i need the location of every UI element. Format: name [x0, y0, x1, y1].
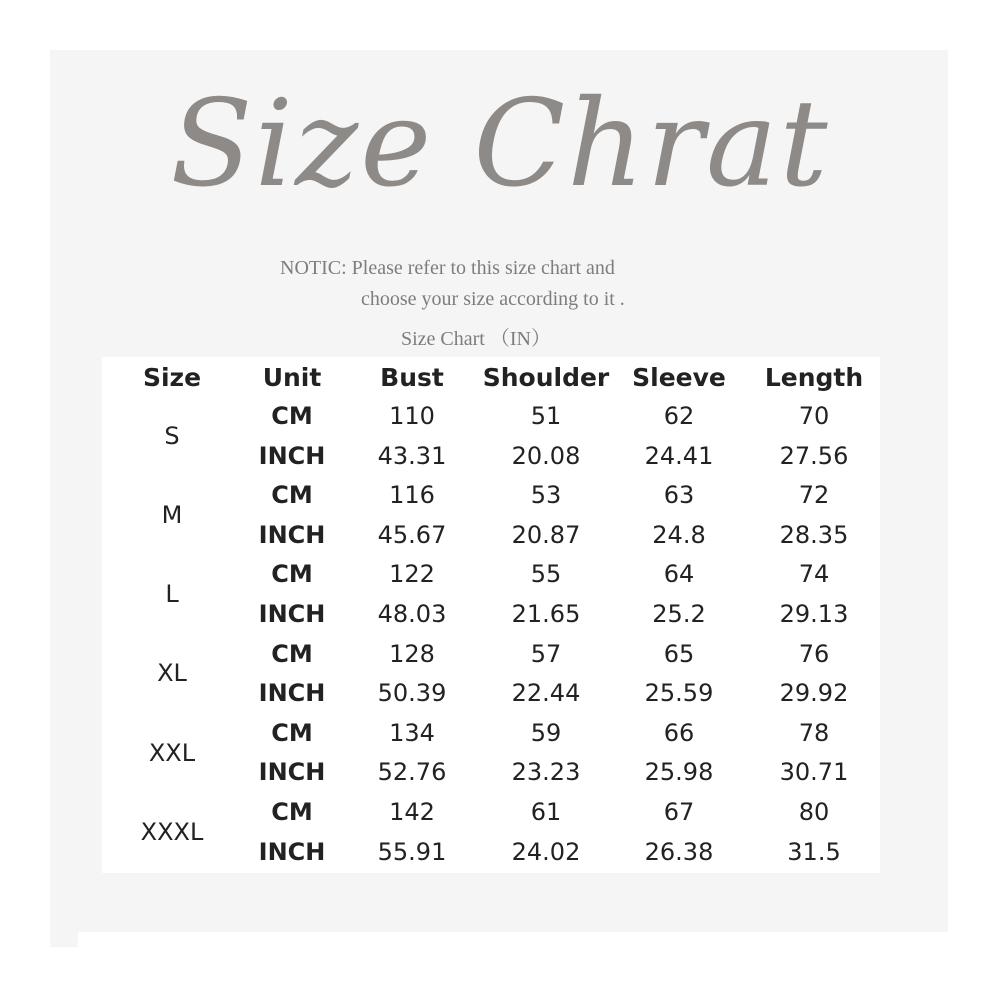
table-cell-shoulder: 59: [530, 718, 562, 747]
table-cell-bust: 48.03: [377, 600, 447, 628]
unit-label: CM: [271, 639, 313, 668]
notice-line-3: Size Chart （IN）: [401, 328, 551, 350]
notice-line-1: NOTIC: Please refer to this size chart and: [280, 257, 615, 279]
table-cell-shoulder: 20.87: [511, 520, 581, 549]
header-size: Size: [142, 363, 202, 392]
table-cell-bust: 122: [389, 560, 435, 589]
table-cell-sleeve: 24.8: [652, 520, 706, 549]
table-cell-bust: 142: [389, 798, 435, 826]
size-label: L: [165, 580, 179, 609]
header-bust: Bust: [380, 363, 444, 392]
header-shoulder: Shoulder: [482, 363, 610, 392]
table-cell-bust: 52.76: [377, 758, 447, 787]
header-length: Length: [764, 363, 864, 392]
unit-label: CM: [271, 718, 313, 747]
size-label: XL: [157, 659, 187, 688]
unit-label: CM: [271, 402, 313, 430]
table-cell-sleeve: 63: [663, 481, 695, 510]
table-cell-sleeve: 25.98: [644, 758, 714, 787]
table-cell-length: 28.35: [779, 520, 849, 549]
unit-label: CM: [271, 560, 313, 589]
table-cell-shoulder: 57: [530, 639, 562, 668]
table-cell-length: 74: [798, 560, 830, 589]
page-title: Size Chrat: [170, 75, 830, 214]
header-sleeve: Sleeve: [632, 363, 726, 392]
unit-label: CM: [271, 798, 313, 826]
table-cell-shoulder: 20.08: [511, 441, 581, 470]
table-cell-length: 27.56: [779, 441, 849, 470]
table-cell-sleeve: 25.2: [652, 600, 706, 628]
table-cell-shoulder: 24.02: [511, 837, 581, 866]
size-label: XXXL: [140, 817, 204, 846]
size-label: XXL: [148, 738, 196, 767]
table-cell-sleeve: 65: [663, 639, 695, 668]
table-cell-sleeve: 64: [663, 560, 695, 589]
table-cell-length: 70: [798, 402, 830, 430]
bottom-strip: [78, 932, 948, 947]
size-label: M: [161, 501, 183, 529]
table-cell-bust: 43.31: [377, 441, 447, 470]
unit-label: INCH: [258, 758, 326, 787]
table-cell-bust: 134: [389, 718, 435, 747]
table-cell-sleeve: 26.38: [644, 837, 714, 866]
table-cell-shoulder: 55: [530, 560, 562, 589]
size-label: S: [164, 421, 180, 450]
table-cell-shoulder: 61: [530, 798, 562, 826]
table-cell-shoulder: 53: [530, 481, 562, 510]
table-cell-sleeve: 25.59: [644, 679, 714, 708]
table-cell-bust: 55.91: [377, 837, 447, 866]
table-cell-bust: 110: [389, 402, 435, 430]
table-cell-length: 31.5: [787, 837, 841, 866]
unit-label: INCH: [258, 600, 326, 628]
table-cell-shoulder: 23.23: [511, 758, 581, 787]
table-cell-sleeve: 62: [663, 402, 695, 430]
table-cell-shoulder: 22.44: [511, 679, 581, 708]
table-cell-bust: 45.67: [377, 520, 447, 549]
table-cell-length: 29.13: [779, 600, 849, 628]
table-cell-bust: 116: [389, 481, 435, 510]
unit-label: INCH: [258, 679, 326, 708]
table-cell-bust: 128: [389, 639, 435, 668]
unit-label: INCH: [258, 441, 326, 470]
unit-label: INCH: [258, 837, 326, 866]
header-unit: Unit: [262, 363, 322, 392]
table-cell-length: 30.71: [779, 758, 849, 787]
table-cell-sleeve: 66: [663, 718, 695, 747]
table-cell-shoulder: 21.65: [511, 600, 581, 628]
notice-line-2: choose your size according to it .: [361, 288, 625, 310]
size-table: [102, 357, 880, 873]
table-cell-sleeve: 67: [663, 798, 695, 826]
unit-label: INCH: [258, 520, 326, 549]
table-cell-length: 29.92: [779, 679, 849, 708]
table-cell-bust: 50.39: [377, 679, 447, 708]
table-cell-sleeve: 24.41: [644, 441, 714, 470]
table-cell-length: 76: [798, 639, 830, 668]
unit-label: CM: [271, 481, 313, 510]
table-cell-length: 72: [798, 481, 830, 510]
table-cell-shoulder: 51: [530, 402, 562, 430]
table-cell-length: 78: [798, 718, 830, 747]
table-cell-length: 80: [798, 798, 830, 826]
